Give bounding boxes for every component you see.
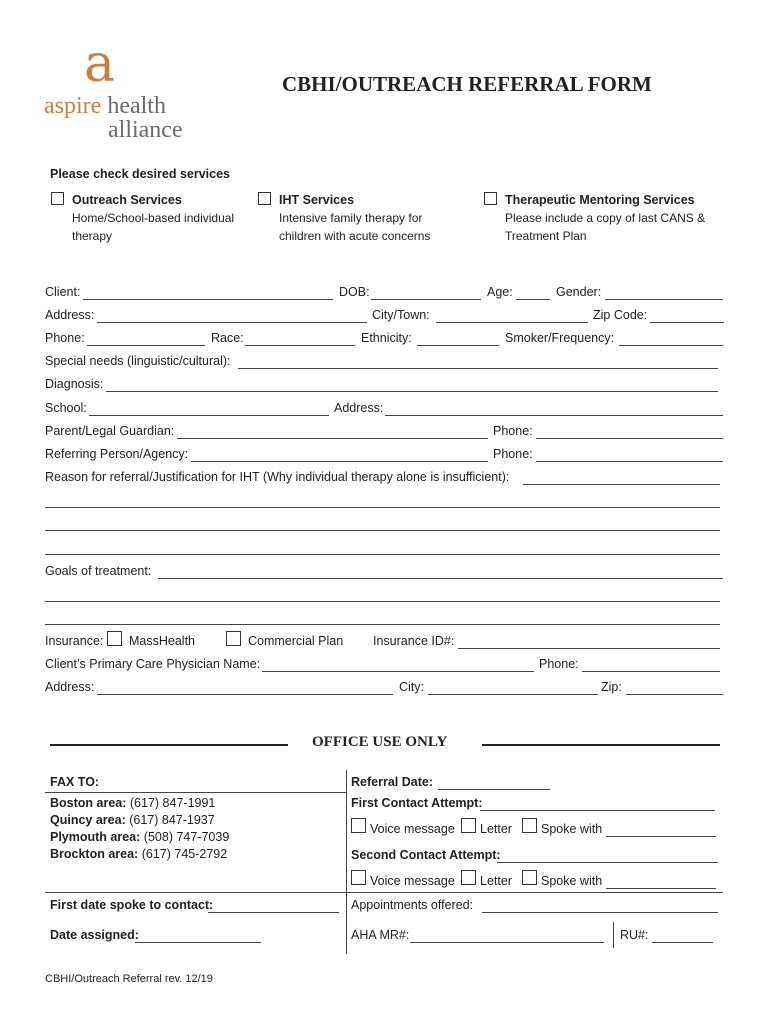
logo-health: health bbox=[101, 93, 166, 119]
diagnosis-label: Diagnosis: bbox=[45, 377, 104, 391]
form-title: CBHI/OUTREACH REFERRAL FORM bbox=[282, 72, 652, 96]
iht-desc1: Intensive family therapy for bbox=[279, 211, 423, 225]
pcp-zip-line[interactable] bbox=[626, 694, 723, 695]
masshealth-label: MassHealth bbox=[129, 634, 195, 648]
date-assigned-label: Date assigned: bbox=[50, 928, 139, 942]
footer-revision: CBHI/Outreach Referral rev. 12/19 bbox=[45, 973, 213, 985]
ru-line[interactable] bbox=[652, 942, 713, 943]
date-assigned-line[interactable] bbox=[135, 942, 261, 943]
second-voice-checkbox[interactable] bbox=[351, 870, 366, 888]
phone-line[interactable] bbox=[87, 345, 205, 346]
logo-aspire: aspire bbox=[44, 93, 102, 119]
pcp-phone-line[interactable] bbox=[582, 671, 720, 672]
outreach-desc1: Home/School-based individual bbox=[72, 211, 235, 225]
commercial-checkbox[interactable] bbox=[226, 631, 241, 649]
second-spoke-label: Spoke with bbox=[541, 874, 603, 888]
referring-line[interactable] bbox=[191, 461, 488, 462]
first-letter-label: Letter bbox=[480, 822, 512, 836]
office-row-rule bbox=[45, 892, 723, 893]
pcp-phone-label: Phone: bbox=[539, 657, 579, 671]
special-needs-line[interactable] bbox=[238, 368, 718, 369]
office-rule-left bbox=[50, 744, 288, 746]
pcp-line[interactable] bbox=[262, 671, 534, 672]
race-label: Race: bbox=[211, 331, 244, 345]
mentoring-label: Therapeutic Mentoring Services bbox=[505, 193, 695, 207]
special-needs-label: Special needs (linguistic/cultural): bbox=[45, 354, 231, 368]
commercial-label: Commercial Plan bbox=[248, 634, 344, 648]
fax-header-rule bbox=[45, 792, 346, 793]
first-contact-line[interactable] bbox=[480, 810, 715, 811]
fax-quincy: Quincy area: (617) 847-1937 bbox=[50, 813, 215, 827]
second-spoke-checkbox[interactable] bbox=[522, 870, 537, 888]
first-voice-label: Voice message bbox=[370, 822, 455, 836]
ethnicity-line[interactable] bbox=[417, 345, 499, 346]
pcp-city-label: City: bbox=[399, 680, 424, 694]
mentoring-checkbox[interactable] bbox=[484, 190, 497, 208]
office-heading: OFFICE USE ONLY bbox=[312, 734, 448, 750]
ethnicity-label: Ethnicity: bbox=[361, 331, 412, 345]
gender-line[interactable] bbox=[605, 299, 723, 300]
school-address-label: Address: bbox=[334, 401, 384, 415]
office-divider bbox=[346, 770, 347, 954]
client-label: Client: bbox=[45, 285, 81, 299]
reason-line-3[interactable] bbox=[45, 530, 720, 531]
guardian-phone-line[interactable] bbox=[536, 438, 723, 439]
pcp-zip-label: Zip: bbox=[601, 680, 622, 694]
school-label: School: bbox=[45, 401, 87, 415]
client-line[interactable] bbox=[83, 299, 333, 300]
second-letter-label: Letter bbox=[480, 874, 512, 888]
diagnosis-line[interactable] bbox=[106, 391, 718, 392]
pcp-city-line[interactable] bbox=[428, 694, 598, 695]
insurance-id-line[interactable] bbox=[458, 648, 720, 649]
reason-line-1[interactable] bbox=[523, 484, 720, 485]
smoker-label: Smoker/Frequency: bbox=[505, 331, 615, 345]
appointments-line[interactable] bbox=[482, 912, 718, 913]
insurance-id-label: Insurance ID#: bbox=[373, 634, 455, 648]
first-date-line[interactable] bbox=[208, 912, 339, 913]
appointments-label: Appointments offered: bbox=[351, 898, 474, 912]
ru-divider bbox=[613, 922, 614, 948]
city-town-label: City/Town: bbox=[372, 308, 430, 322]
aha-mr-label: AHA MR#: bbox=[351, 928, 410, 942]
outreach-label: Outreach Services bbox=[72, 193, 182, 207]
school-address-line[interactable] bbox=[385, 415, 723, 416]
referring-phone-label: Phone: bbox=[493, 447, 533, 461]
logo-text-line1 bbox=[44, 94, 166, 118]
goals-line-1[interactable] bbox=[158, 578, 723, 579]
iht-checkbox[interactable] bbox=[258, 190, 271, 208]
second-letter-checkbox[interactable] bbox=[461, 870, 476, 888]
goals-label: Goals of treatment: bbox=[45, 564, 152, 578]
first-spoke-line[interactable] bbox=[606, 836, 716, 837]
fax-to-label: FAX TO: bbox=[50, 775, 100, 789]
zip-code-label: Zip Code: bbox=[593, 308, 648, 322]
logo-text-line2: alliance bbox=[108, 117, 183, 143]
outreach-desc2: therapy bbox=[72, 229, 113, 243]
services-heading: Please check desired services bbox=[50, 167, 230, 181]
first-contact-label: First Contact Attempt: bbox=[351, 796, 483, 810]
reason-label: Reason for referral/Justification for IHT (Why individual therapy alone is insufficient): bbox=[45, 470, 510, 484]
mentoring-desc2: Treatment Plan bbox=[505, 229, 587, 243]
guardian-label: Parent/Legal Guardian: bbox=[45, 424, 175, 438]
mentoring-desc1: Please include a copy of last CANS & bbox=[505, 211, 706, 225]
fax-boston: Boston area: (617) 847-1991 bbox=[50, 796, 216, 810]
guardian-line[interactable] bbox=[177, 438, 488, 439]
fax-plymouth: Plymouth area: (508) 747-7039 bbox=[50, 830, 230, 844]
referral-date-label: Referral Date: bbox=[351, 775, 433, 789]
referral-date-line[interactable] bbox=[438, 789, 550, 790]
pcp-label: Client’s Primary Care Physician Name: bbox=[45, 657, 261, 671]
iht-label: IHT Services bbox=[279, 193, 355, 207]
address-line[interactable] bbox=[97, 322, 367, 323]
pcp-address-line[interactable] bbox=[97, 694, 393, 695]
first-date-label: First date spoke to contact: bbox=[50, 898, 214, 912]
address-label: Address: bbox=[45, 308, 95, 322]
aha-mr-line[interactable] bbox=[410, 942, 604, 943]
zip-code-line[interactable] bbox=[650, 322, 724, 323]
age-line[interactable] bbox=[516, 299, 550, 300]
dob-line[interactable] bbox=[371, 299, 481, 300]
fax-brockton: Brockton area: (617) 745-2792 bbox=[50, 847, 228, 861]
pcp-address-label: Address: bbox=[45, 680, 95, 694]
office-rule-right bbox=[482, 744, 720, 746]
insurance-label: Insurance: bbox=[45, 634, 104, 648]
school-line[interactable] bbox=[89, 415, 329, 416]
age-label: Age: bbox=[487, 285, 513, 299]
race-line[interactable] bbox=[245, 345, 355, 346]
second-contact-label: Second Contact Attempt: bbox=[351, 848, 501, 862]
guardian-phone-label: Phone: bbox=[493, 424, 533, 438]
reason-line-4[interactable] bbox=[45, 554, 720, 555]
phone-label: Phone: bbox=[45, 331, 85, 345]
gender-label: Gender: bbox=[556, 285, 602, 299]
second-voice-label: Voice message bbox=[370, 874, 455, 888]
smoker-line[interactable] bbox=[619, 345, 723, 346]
outreach-checkbox[interactable] bbox=[51, 190, 64, 208]
dob-label: DOB: bbox=[339, 285, 370, 299]
iht-desc2: children with acute concerns bbox=[279, 229, 431, 243]
goals-line-2[interactable] bbox=[45, 601, 720, 602]
logo-mark: a bbox=[84, 34, 116, 94]
second-spoke-line[interactable] bbox=[606, 888, 716, 889]
first-spoke-checkbox[interactable] bbox=[522, 818, 537, 836]
referring-label: Referring Person/Agency: bbox=[45, 447, 189, 461]
reason-line-2[interactable] bbox=[45, 507, 720, 508]
first-spoke-label: Spoke with bbox=[541, 822, 603, 836]
second-contact-line[interactable] bbox=[497, 862, 718, 863]
first-letter-checkbox[interactable] bbox=[461, 818, 476, 836]
ru-label: RU#: bbox=[620, 928, 649, 942]
first-voice-checkbox[interactable] bbox=[351, 818, 366, 836]
goals-line-3[interactable] bbox=[45, 624, 720, 625]
city-town-line[interactable] bbox=[436, 322, 588, 323]
masshealth-checkbox[interactable] bbox=[107, 631, 122, 649]
referring-phone-line[interactable] bbox=[536, 461, 723, 462]
